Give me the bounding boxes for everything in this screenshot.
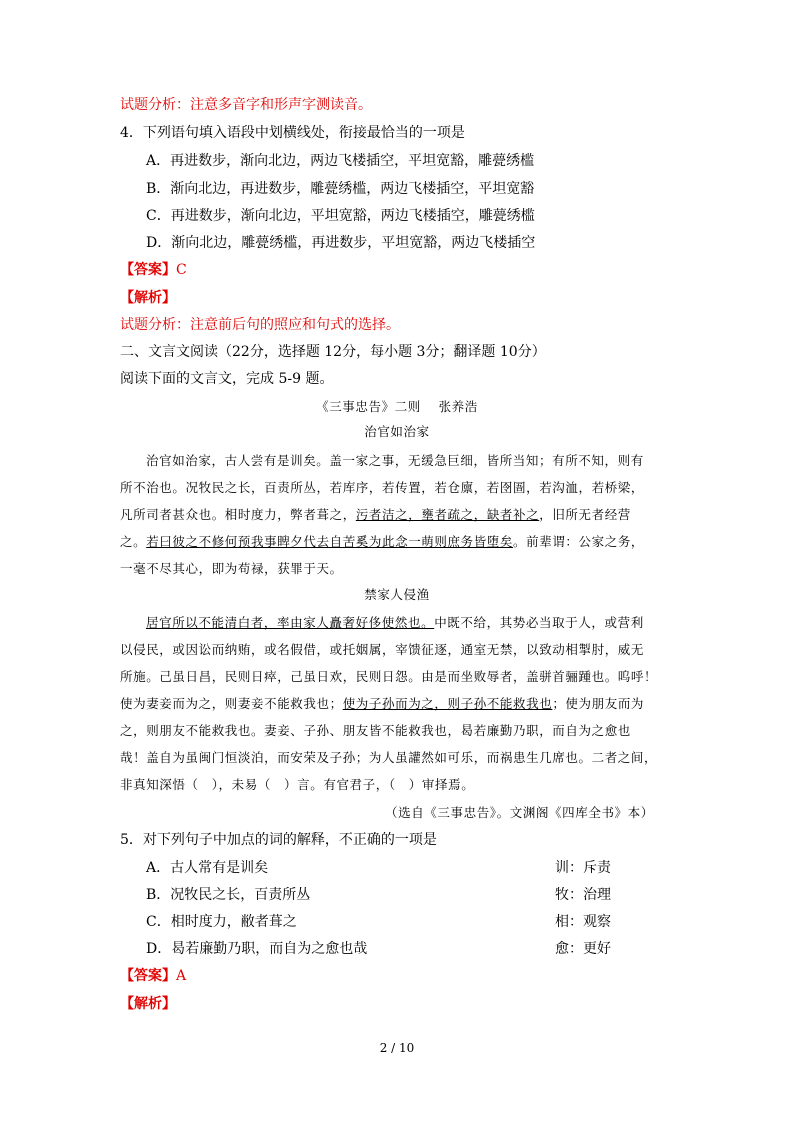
passage-2-line — [146, 613, 644, 633]
option-text: C．相时度力，敝者葺之 — [146, 914, 297, 930]
text-segment: ；使为朋友而为 — [552, 696, 645, 711]
q5-option-d — [146, 939, 611, 959]
analysis-line: 试题分析：注意多音字和形声字测读音。 — [120, 97, 372, 113]
option-gloss: 牧：治理 — [555, 887, 611, 903]
text-segment: 凡所司者甚众也。相时度力，弊者葺之， — [120, 507, 356, 522]
passage-2-line: 以侵民，或因讼而纳贿，或名假借，或托姻属，宰馈征逐，通室无禁，以致动相掣肘，威无 — [120, 642, 645, 657]
option-text: B．况牧民之长，百责所丛 — [146, 887, 311, 903]
q4-analysis: 试题分析：注意前后句的照应和句式的选择。 — [120, 317, 400, 333]
section-instruction: 阅读下面的文言文，完成 5-9 题。 — [120, 371, 334, 387]
q4-explain-label: 【解析】 — [120, 290, 176, 306]
answer-label: 【答案】 — [120, 968, 176, 984]
option-text: D．曷若廉勤乃职，而自为之愈也哉 — [146, 941, 368, 957]
option-gloss: 相：观察 — [555, 914, 611, 930]
underlined-segment: 污者洁之，壅者疏之，缺者补之 — [355, 507, 540, 522]
q4-option-c: C．再进数步，渐向北边，平坦宽豁，两边飞楼插空，雕甍绣槛 — [146, 208, 535, 224]
passage-1-line: 所不治也。况牧民之长，百责所丛，若库序，若传置，若仓廪，若囹圄，若沟洫，若桥梁， — [120, 480, 645, 495]
text-segment: 使为妻妾而为之，则妻妾不能救我也； — [120, 696, 343, 711]
passage-1-line: 一毫不尽其心，即为苟禄，获罪于天。 — [120, 561, 343, 576]
q4-option-d: D．渐向北边，雕甍绣槛，再进数步，平坦宽豁，两边飞楼插空 — [146, 235, 536, 251]
passage-2-line — [120, 694, 644, 714]
q5-explain-label: 【解析】 — [120, 996, 176, 1012]
answer-value: A — [176, 968, 187, 984]
option-gloss: 训：斥责 — [555, 860, 611, 876]
q4-answer — [120, 260, 187, 280]
q5-option-a — [146, 858, 611, 878]
passage-title: 《三事忠告》二则 张养浩 — [316, 399, 478, 414]
text-segment: 。前辈谓：公家之务， — [513, 534, 645, 549]
passage-2-line: 所施。己虽日昌，民则日瘁，己虽日欢，民则日怨。由是而坐败辱者，盖骈首骊踵也。呜呼！ — [120, 669, 658, 684]
q5-option-c — [146, 912, 611, 932]
passage-subtitle-1: 治官如治家 — [364, 424, 430, 439]
underlined-segment: 若曰彼之不修何预我事睥夕代去自苦奚为此念一萌则庶务皆堕矣 — [146, 534, 514, 549]
text-segment: 之。 — [120, 534, 147, 549]
passage-2-line: 非真知深悟（ ），未易（ ）言。有官君子，（ ）审择焉。 — [120, 777, 475, 792]
underlined-segment: 使为子孙而为之，则子孙不能救我也 — [342, 696, 553, 711]
passage-1-line: 治官如治家，古人尝有是训矣。盖一家之事，无缓急巨细，皆所当知；有所不知，则有 — [146, 453, 644, 468]
page-number: 2 / 10 — [379, 1041, 415, 1055]
option-text: A．古人常有是训矣 — [146, 860, 269, 876]
q4-option-b: B．渐向北边，再进数步，雕甍绣槛，两边飞楼插空，平坦宽豁 — [146, 181, 535, 197]
passage-source: （选自《三事忠告》。文渊阁《四库全书》本） — [385, 805, 654, 820]
passage-2-line: 哉！盖自为虽闽门恒淡泊，而安荣及子孙；为人虽讙然如可乐，而祸患生几席也。二者之间， — [120, 750, 658, 765]
option-gloss: 愈：更好 — [555, 941, 611, 957]
passage-subtitle-2: 禁家人侵渔 — [364, 587, 430, 602]
question-4-stem: 4．下列语句填入语段中划横线处，衔接最恰当的一项是 — [120, 125, 465, 141]
text-segment: 中既不给，其势必当取于人，或营利 — [434, 615, 644, 630]
section-heading: 二、文言文阅读（22分，选择题 12分，每小题 3分；翻译题 10分） — [120, 344, 546, 360]
underlined-segment: 居官所以不能清白者，率由家人矗奢好侈使然也。 — [146, 615, 435, 630]
text-segment: ，旧所无者经营 — [539, 507, 631, 522]
passage-2-line: 之，则朋友不能救我也。妻妾、子孙、朋友皆不能救我也，曷若廉勤乃职，而自为之愈也 — [120, 723, 631, 738]
q5-answer — [120, 966, 186, 986]
q5-option-b — [146, 885, 611, 905]
q4-option-a: A．再进数步，渐向北边，两边飞楼插空，平坦宽豁，雕甍绣槛 — [146, 153, 535, 169]
answer-label: 【答案】 — [120, 262, 176, 278]
passage-1-line — [120, 532, 644, 552]
question-5-stem: 5．对下列句子中加点的词的解释，不正确的一项是 — [120, 832, 437, 848]
passage-1-line — [120, 505, 631, 525]
answer-value: C — [176, 262, 187, 278]
